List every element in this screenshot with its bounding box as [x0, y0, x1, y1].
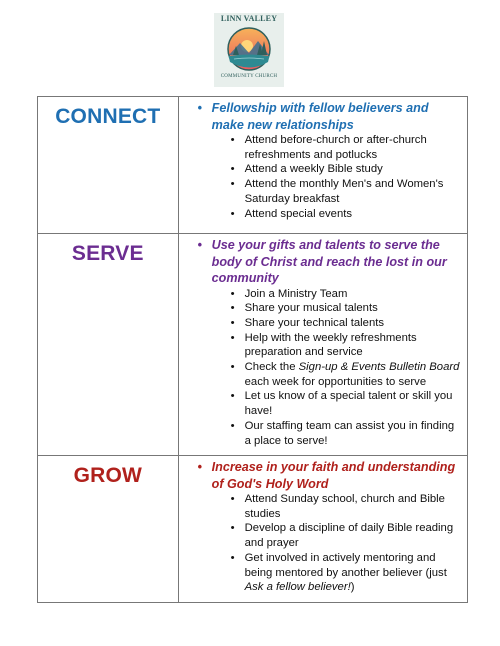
list-item: • Attend special events — [231, 207, 461, 222]
grow-content-cell — [178, 456, 467, 603]
list-item: • Attend the monthly Men's and Women's Saturday breakfast — [231, 177, 461, 206]
list-item: • Share your musical talents — [231, 301, 461, 316]
connect-heading-cell — [38, 97, 179, 234]
list-item: • Share your technical talents — [231, 316, 461, 331]
signup-pre: Check the — [244, 361, 299, 374]
list-item — [231, 360, 461, 389]
mentor-pre: Get involved in actively mentoring and being mentored by another believer (just — [244, 551, 447, 579]
connect-content-cell — [178, 97, 467, 234]
serve-list — [179, 287, 467, 453]
list-item: • Our staffing team can assist you in finding a place to serve! — [231, 419, 461, 448]
serve-lead-text: Use your gifts and talents to serve the body of Christ and reach the lost in our community — [211, 238, 447, 285]
list-item: • Join a Ministry Team — [231, 287, 461, 302]
bullet-icon: • — [197, 101, 203, 115]
serve-content-cell — [178, 234, 467, 456]
church-logo — [214, 13, 284, 87]
list-item: • Attend Sunday school, church and Bible studies — [231, 492, 461, 521]
logo-name-top: LINN VALLEY — [220, 14, 278, 23]
ministry-table — [37, 96, 468, 603]
serve-heading: SERVE — [71, 242, 144, 265]
bulletin-board-name: Sign-up & Events Bulletin Board — [298, 361, 460, 374]
mentor-emphasis: Ask a fellow believer! — [244, 581, 351, 594]
list-item: • Let us know of a special talent or skill you have! — [231, 389, 461, 418]
list-item: • Help with the weekly refreshments preparation and service — [231, 331, 461, 360]
bullet-icon: • — [197, 238, 203, 252]
grow-lead — [179, 456, 467, 492]
list-item: • Develop a discipline of daily Bible reading and prayer — [231, 521, 461, 550]
connect-list — [179, 133, 467, 225]
connect-heading: CONNECT — [55, 105, 161, 128]
signup-post: each week for opportunities to serve — [244, 375, 427, 388]
bullet-icon: • — [197, 460, 203, 474]
serve-heading-cell — [38, 234, 179, 456]
list-item: • Attend a weekly Bible study — [231, 162, 461, 177]
serve-lead — [179, 234, 467, 287]
grow-lead-text: Increase in your faith and understanding of God's Holy Word — [211, 460, 456, 491]
grow-heading-cell — [38, 456, 179, 603]
connect-lead-text: Fellowship with fellow believers and make new relationships — [211, 101, 429, 132]
list-item — [231, 551, 461, 595]
grow-row — [38, 456, 468, 603]
list-item: • Attend before-church or after-church refreshments and potlucks — [231, 133, 461, 162]
connect-lead — [179, 97, 467, 133]
grow-heading: GROW — [73, 464, 143, 487]
logo-name-bottom: COMMUNITY CHURCH — [220, 74, 278, 79]
mentor-post: ) — [350, 581, 355, 594]
connect-row — [38, 97, 468, 234]
grow-list — [179, 492, 467, 599]
serve-row — [38, 234, 468, 456]
